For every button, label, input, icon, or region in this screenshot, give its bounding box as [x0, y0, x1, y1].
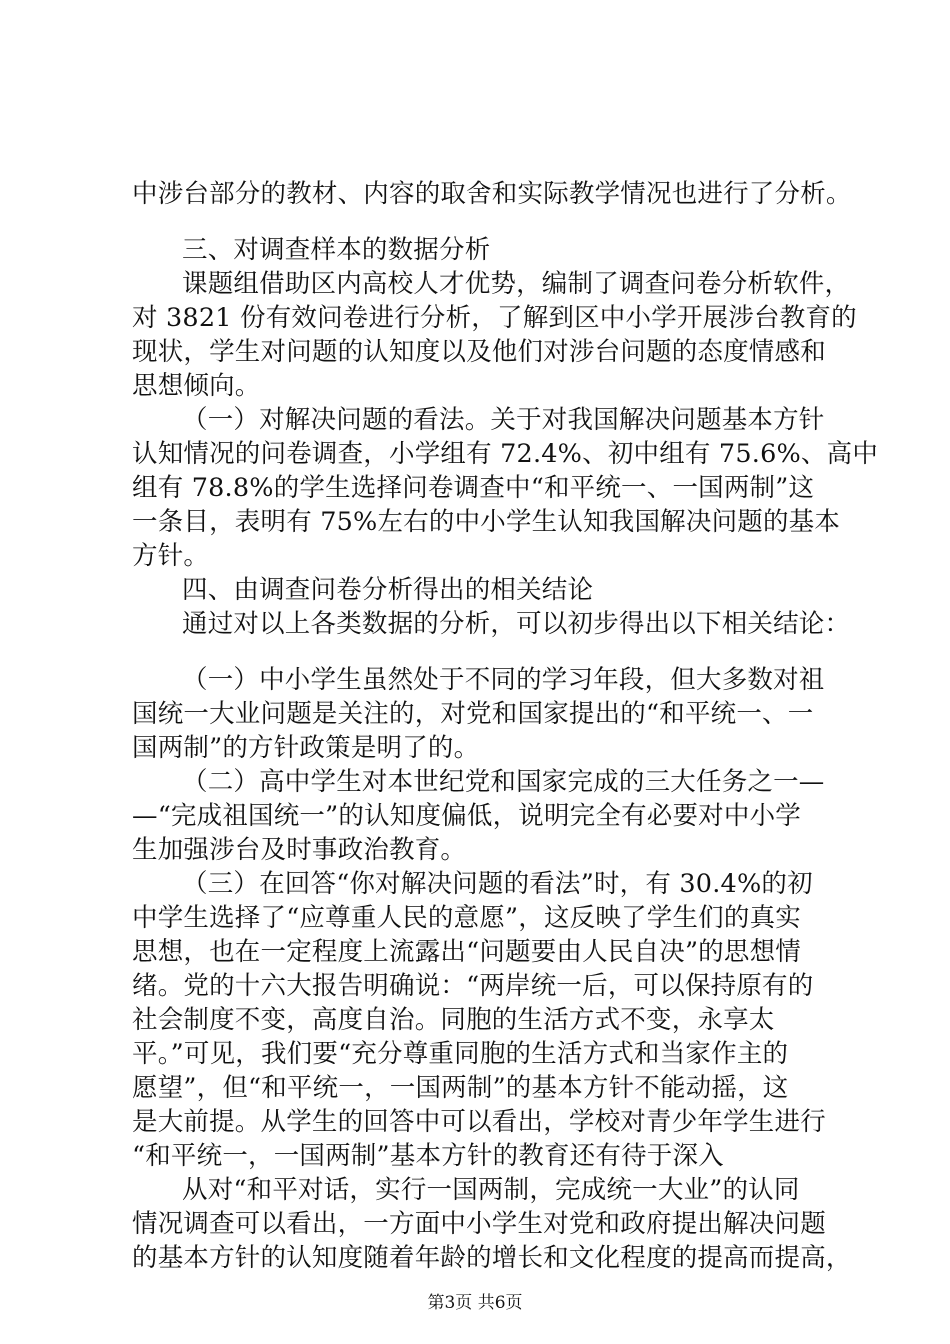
text-line: 组有 78.8%的学生选择问卷调查中“和平统一、一国两制”这	[132, 473, 815, 503]
text-line: —“完成祖国统一”的认知度偏低，说明完全有必要对中小学	[132, 801, 801, 831]
text-line: 绪。党的十六大报告明确说：“两岸统一后，可以保持原有的	[132, 971, 814, 1001]
text-line: 认知情况的问卷调查，小学组有 72.4%、初中组有 75.6%、高中	[132, 439, 879, 469]
text-line: （一）对解决问题的看法。关于对我国解决问题基本方针	[182, 405, 825, 435]
text-line: 从对“和平对话，实行一国两制，完成统一大业”的认同	[182, 1175, 800, 1205]
text-line: “和平统一，一国两制”基本方针的教育还有待于深入	[132, 1141, 724, 1171]
page-number: 第3页 共6页	[427, 1293, 523, 1313]
text-line: 平。”可见，我们要“充分尊重同胞的生活方式和当家作主的	[132, 1039, 789, 1069]
text-line: 思想倾向。	[132, 371, 261, 401]
text-line: 情况调查可以看出，一方面中小学生对党和政府提出解决问题	[132, 1209, 826, 1239]
text-line: 生加强涉台及时事政治教育。	[132, 835, 467, 865]
text-line: （一）中小学生虽然处于不同的学习年段，但大多数对祖	[182, 665, 825, 695]
text-line: 的基本方针的认知度随着年龄的增长和文化程度的提高而提高，	[132, 1243, 852, 1273]
text-line: 一条目，表明有 75%左右的中小学生认知我国解决问题的基本	[132, 507, 841, 537]
text-line: 中涉台部分的教材、内容的取舍和实际教学情况也进行了分析。	[132, 179, 852, 209]
text-line: 国统一大业问题是关注的，对党和国家提出的“和平统一、一	[132, 699, 814, 729]
text-line: 现状，学生对问题的认知度以及他们对涉台问题的态度情感和	[132, 337, 826, 367]
text-line: 课题组借助区内高校人才优势，编制了调查问卷分析软件，	[182, 269, 851, 299]
text-line: 愿望”，但“和平统一，一国两制”的基本方针不能动摇，这	[132, 1073, 789, 1103]
text-line: （三）在回答“你对解决问题的看法”时，有 30.4%的初	[182, 869, 813, 899]
text-line: 思想，也在一定程度上流露出“问题要由人民自决”的思想情	[132, 937, 801, 967]
section-heading: 四、由调查问卷分析得出的相关结论	[182, 575, 594, 605]
text-line: 方针。	[132, 541, 210, 571]
text-line: 国两制”的方针政策是明了的。	[132, 733, 480, 763]
text-line: 通过对以上各类数据的分析，可以初步得出以下相关结论：	[182, 609, 851, 639]
text-line: （二）高中学生对本世纪党和国家完成的三大任务之一—	[182, 767, 825, 797]
text-line: 是大前提。从学生的回答中可以看出，学校对青少年学生进行	[132, 1107, 826, 1137]
text-line: 中学生选择了“应尊重人民的意愿”，这反映了学生们的真实	[132, 903, 801, 933]
section-heading: 三、对调查样本的数据分析	[182, 235, 491, 265]
text-line: 社会制度不变，高度自治。同胞的生活方式不变，永享太	[132, 1005, 775, 1035]
text-line: 对 3821 份有效问卷进行分析，了解到区中小学开展涉台教育的	[132, 303, 857, 333]
